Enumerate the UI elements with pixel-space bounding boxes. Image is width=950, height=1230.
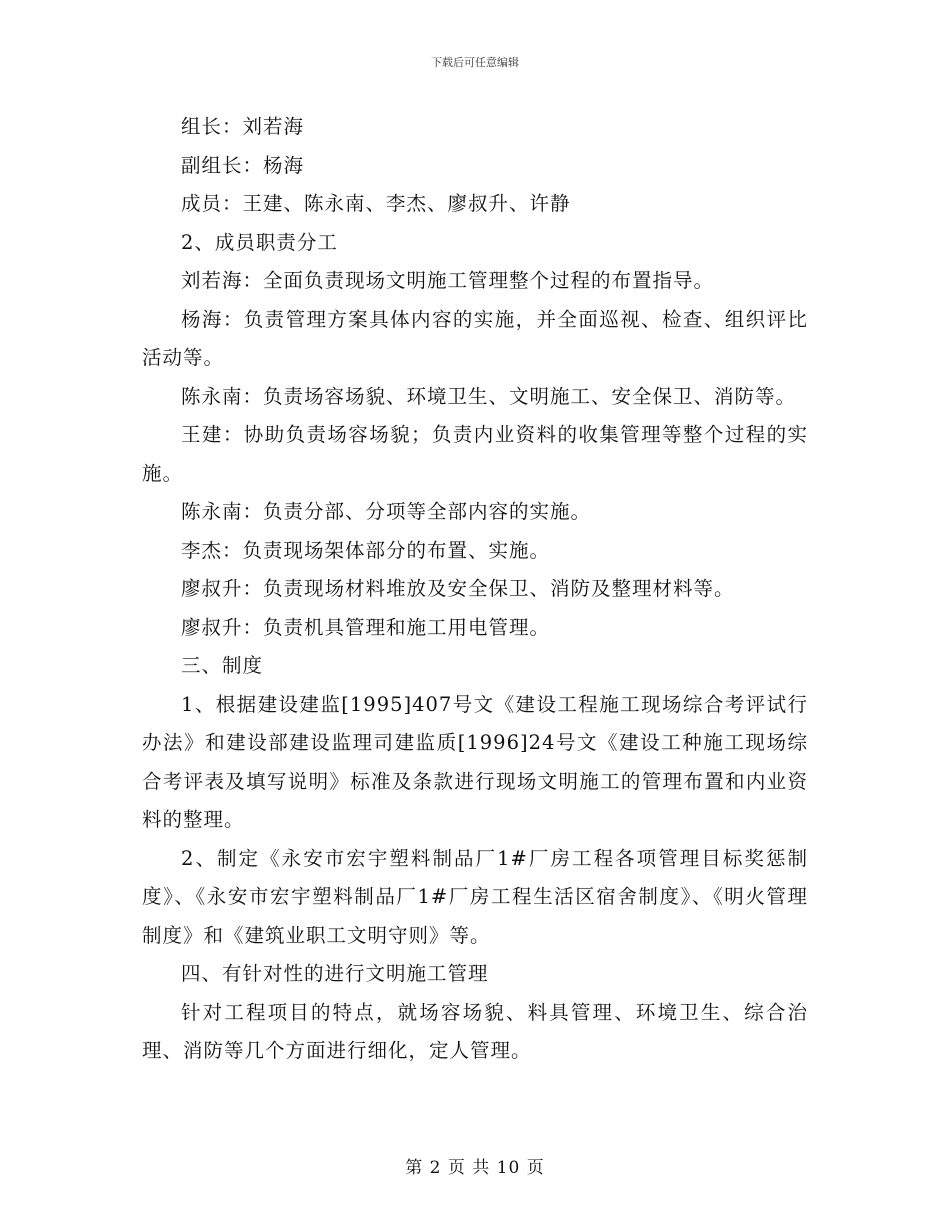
paragraph: 副组长：杨海	[181, 153, 305, 177]
paragraph: 成员：王建、陈永南、李杰、廖叔升、许静	[181, 192, 571, 215]
paragraph: 李杰：负责现场架体部分的布置、实施。	[181, 538, 551, 562]
section-heading: 三、制度	[181, 654, 264, 677]
paragraph: 针对工程项目的特点，就场容场貌、料具管理、环境卫生、综合治理、消防等几个方面进行细化，定人管理。	[142, 1000, 808, 1062]
paragraph: 王建：协助负责场容场貌；负责内业资料的收集管理等整个过程的实施。	[142, 423, 808, 485]
paragraph: 廖叔升：负责现场材料堆放及安全保卫、消防及整理材料等。	[181, 577, 735, 600]
section-heading: 四、有针对性的进行文明施工管理	[181, 962, 489, 985]
paragraph: 杨海：负责管理方案具体内容的实施，并全面巡视、检查、组织评比活动等。	[142, 307, 808, 369]
paragraph: 刘若海：全面负责现场文明施工管理整个过程的布置指导。	[181, 269, 715, 292]
section-heading: 2、成员职责分工	[181, 230, 338, 254]
paragraph: 1、根据建设建监[1995]407号文《建设工程施工现场综合考评试行办法》和建设部建设监理司建监质[1996]24号文《建设工种施工现场综合考评表及填写说明》标准及条款进行现场文明施工的管理布置和内业资料的整理。	[142, 692, 808, 831]
paragraph: 2、制定《永安市宏宇塑料制品厂1#厂房工程各项管理目标奖惩制度》、《永安市宏宇塑料制品厂1#厂房工程生活区宿舍制度》、《明火管理制度》和《建筑业职工文明守则》等。	[142, 846, 808, 947]
paragraph: 陈永南：负责场容场貌、环境卫生、文明施工、安全保卫、消防等。	[181, 384, 797, 408]
paragraph: 廖叔升：负责机具管理和施工用电管理。	[181, 615, 551, 639]
page-number: 第 2 页 共 10 页	[405, 1158, 545, 1178]
paragraph: 组长：刘若海	[181, 115, 305, 138]
page-header-note: 下载后可任意编辑	[431, 56, 519, 69]
paragraph: 陈永南：负责分部、分项等全部内容的实施。	[181, 500, 592, 523]
document-body	[142, 108, 808, 1071]
